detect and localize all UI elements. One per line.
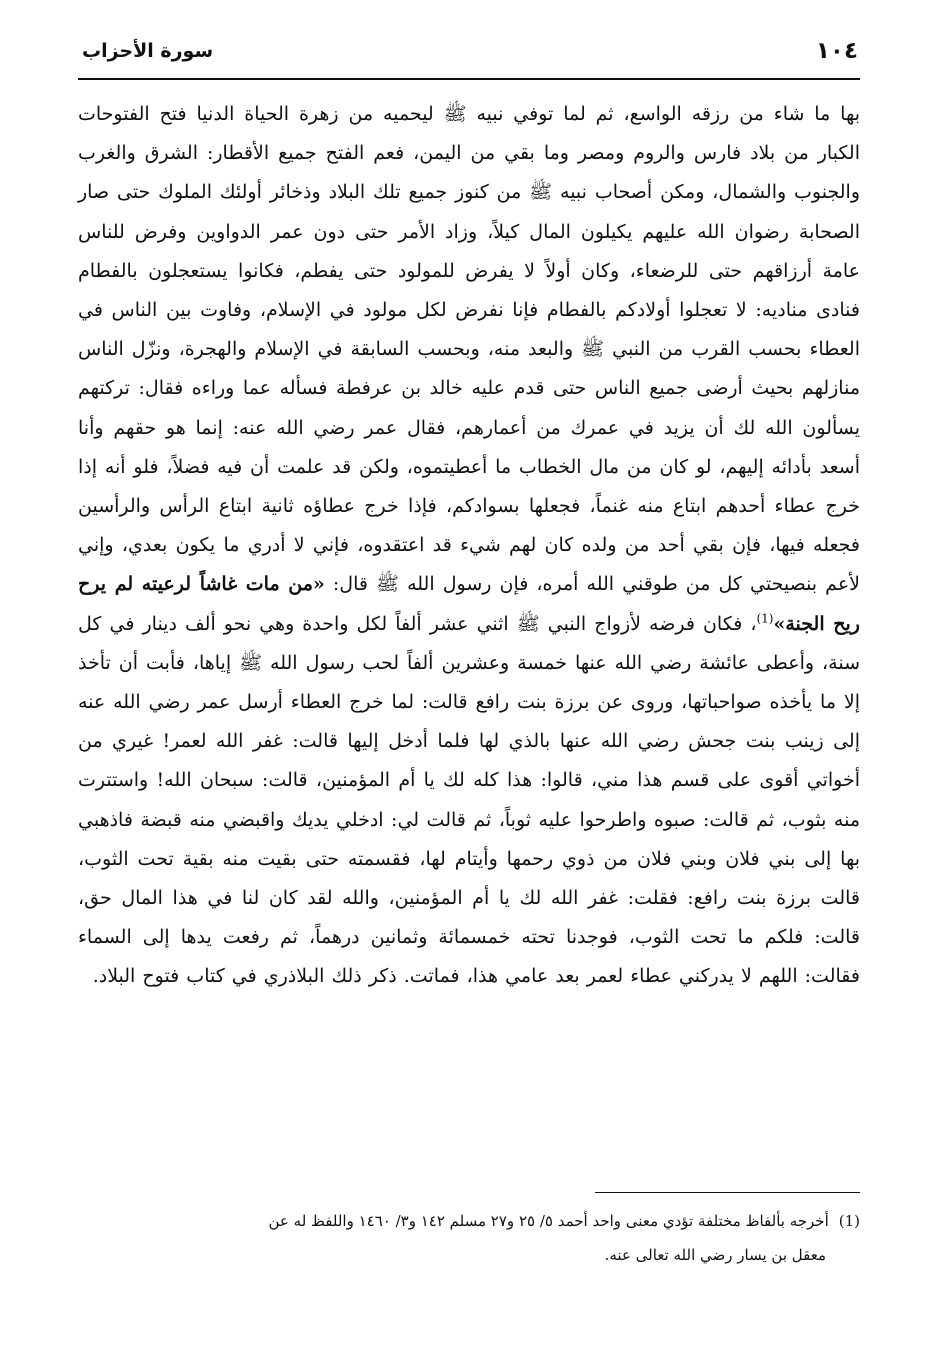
footnote-rule — [595, 1192, 860, 1193]
footnote — [78, 1204, 860, 1272]
footnote-text-2: معقل بن يسار رضي الله تعالى عنه. — [604, 1246, 826, 1264]
page-number: ١٠٤ — [815, 38, 858, 64]
main-paragraph — [78, 95, 860, 997]
text-part-1: بها ما شاء من رزقه الواسع، ثم لما توفي نبيه ﷺ ليحميه من زهرة الحياة الدنيا فتح الفتوحات الكبار من بلاد فارس والروم ومصر وما بقي من اليمن، فعم الفتح جميع الأقطار: الشرق والغرب والجنوب والشمال، ومكن أصحاب نبيه ﷺ من كنوز جميع تلك البلاد وذخائر أولئك الملوك حتى صار الصحابة رضوان الله عليهم يكيلون المال كيلاً، وزاد الأمر حتى دون عمر الدواوين وفرض للناس عامة أرزاقهم حتى للرضعاء، وكان أولاً لا يفرض للمولود حتى يفطم، فكانوا يستعجلون بالفطام فنادى مناديه: لا تعجلوا أولادكم بالفطام فإنا نفرض لكل مولود في الإسلام، وفاوت بين الناس في العطاء بحسب القرب من النبي ﷺ والبعد منه، وبحسب السابقة في الإسلام والهجرة، ونزّل الناس منازلهم بحيث أرضى جميع الناس حتى قدم عليه خالد بن عرفطة فسأله عما وراءه فقال: تركتهم يسألون الله لك أن يزيد في عمرك من أعمارهم، فقال عمر رضي الله عنه: إنما هو حقهم وأنا أسعد بأدائه إليهم، لو كان من مال الخطاب ما أعطيتموه، ولكن قد علمت أن فيه فضلاً، فلو أنه إذا خرج عطاء أحدهم ابتاع منه غنماً، فجعلها بسوادكم، فإذا خرج عطاؤه ثانية ابتاع الرأس والرأسين فجعله فيها، فإن بقي أحد من ولده كان لهم شيء قد اعتقدوه، فإني لا أدري ما يكون بعدي، وإني لأعم بنصيحتي كل من طوقني الله أمره، فإن رسول الله ﷺ قال: — [78, 103, 860, 596]
footnote-number: (1) — [838, 1212, 860, 1230]
hadith-quote: «من مات غاشاً لرعيته لم يرح ريح الجنة» — [78, 573, 860, 635]
main-text — [78, 95, 860, 997]
footnote-line-2 — [78, 1238, 860, 1272]
running-title: سورة الأحزاب — [82, 40, 214, 62]
footnote-reference[interactable]: (1) — [756, 611, 774, 626]
footnote-text-1: أخرجه بألفاظ مختلفة تؤدي معنى واحد أحمد ٥/ ٢٥ و٢٧ مسلم ١٤٢ و٣/ ١٤٦٠ واللفظ له عن — [268, 1212, 829, 1230]
footnote-line-1 — [78, 1204, 860, 1238]
header-rule — [78, 78, 860, 80]
text-part-2: ، فكان فرضه لأزواج النبي ﷺ اثني عشر ألفاً لكل واحدة وهي نحو ألف دينار في كل سنة، وأعطى عائشة رضي الله عنها خمسة وعشرين ألفاً لحب رسول الله ﷺ إياها، فأبت أن تأخذ إلا ما يأخذه صواحباتها، وروى عن برزة بنت رافع قالت: لما خرج العطاء أرسل عمر رضي الله عنه إلى زينب بنت جحش رضي الله عنها بالذي لها فلما أدخل إليها قالت: غفر الله لعمر! غيري من أخواتي أقوى على قسم هذا مني، قالوا: هذا كله لك يا أم المؤمنين، قالت: سبحان الله! واستترت منه بثوب، ثم قالت: صبوه واطرحوا عليه ثوباً، ثم قالت لي: ادخلي يديك واقبضي منه قبضة فاذهبي بها إلى بني فلان وبني فلان من ذوي رحمها وأيتام لها، فقسمته حتى بقيت منه بقية تحت الثوب، قالت برزة بنت رافع: فقلت: غفر الله لك يا أم المؤمنين، والله لقد كان لنا في هذا المال حق، قالت: فلكم ما تحت الثوب، فوجدنا تحته خمسمائة وثمانين درهماً، ثم رفعت يدها إلى السماء فقالت: اللهم لا يدركني عطاء لعمر بعد عامي هذا، فماتت. ذكر ذلك البلاذري في كتاب فتوح البلاد. — [78, 612, 860, 988]
page-header — [78, 36, 860, 76]
